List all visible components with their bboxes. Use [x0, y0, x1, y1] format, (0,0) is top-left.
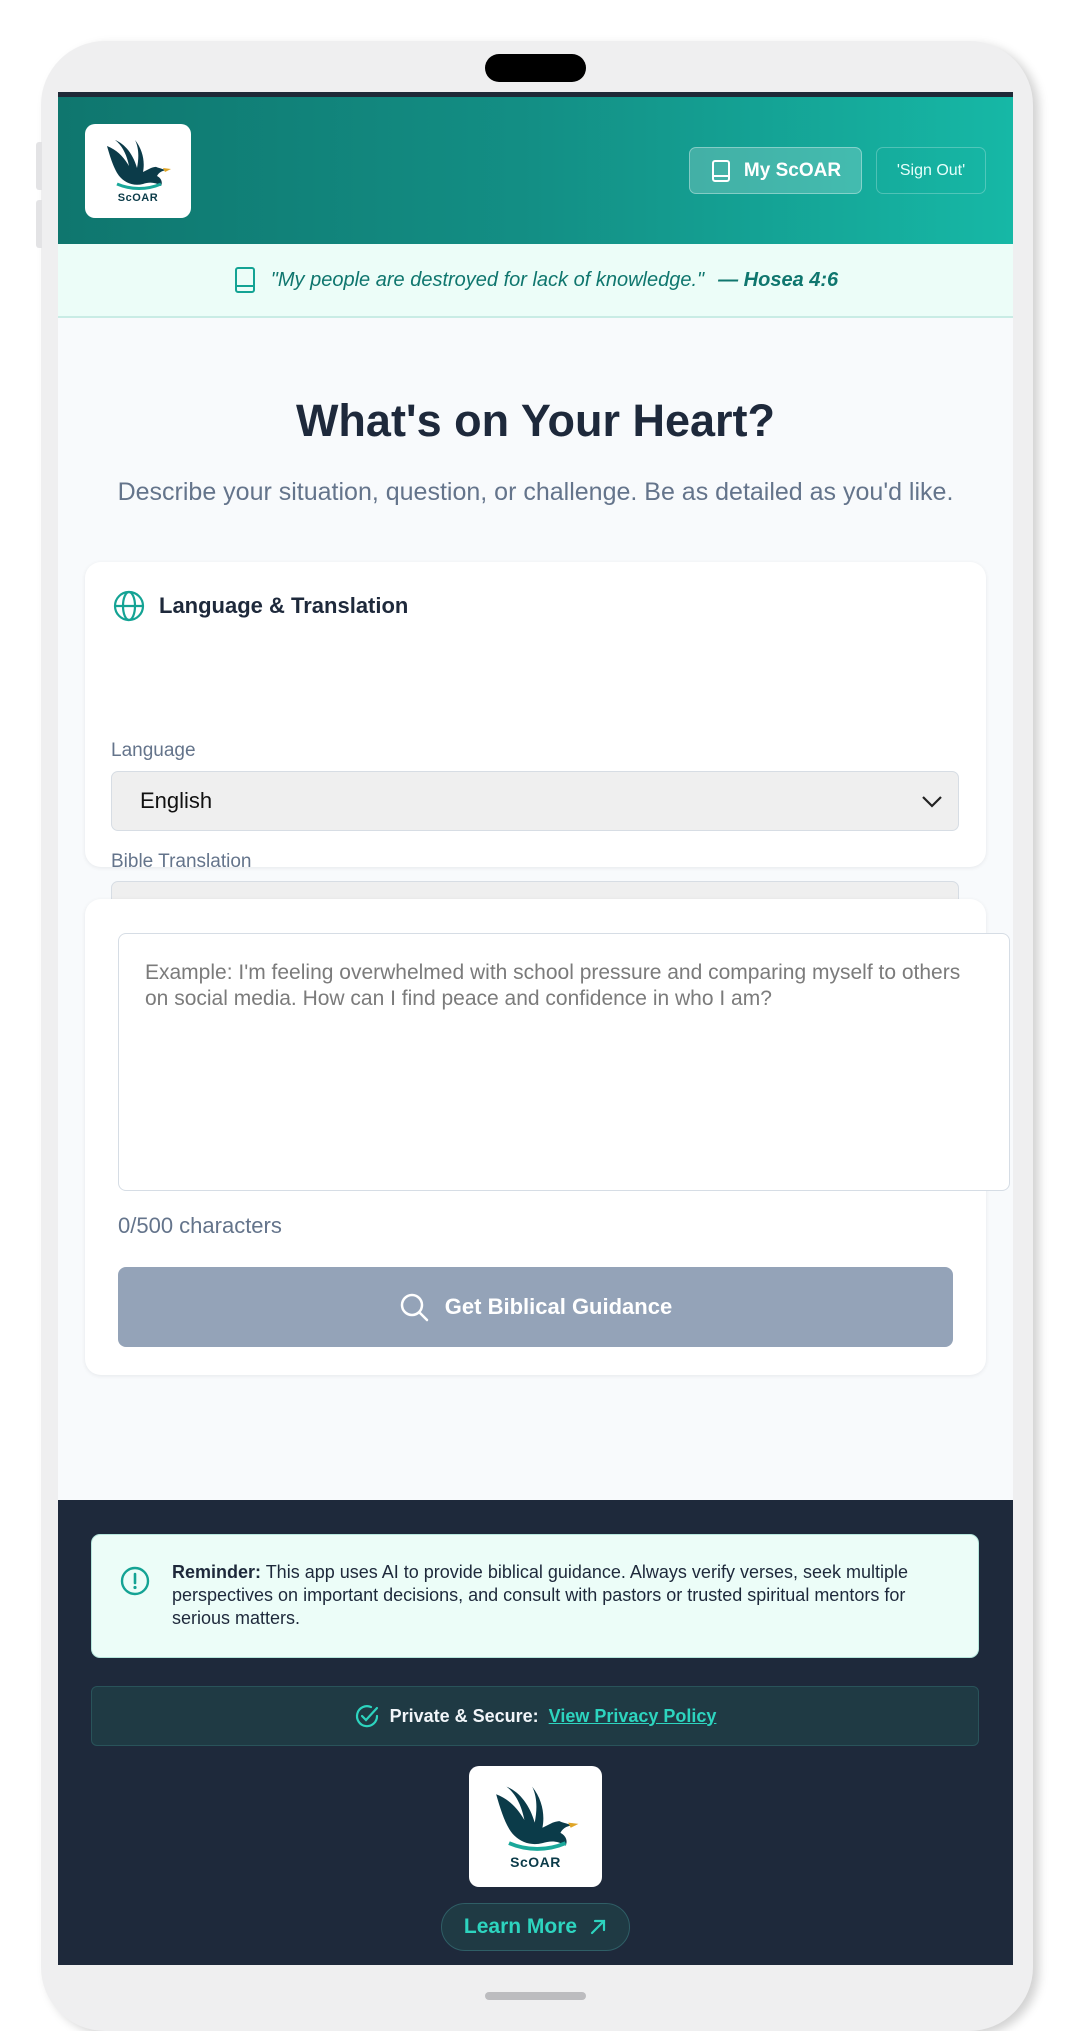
- book-icon: [710, 159, 732, 183]
- sign-out-button[interactable]: 'Sign Out': [876, 147, 986, 194]
- learn-more-button[interactable]: [441, 1903, 630, 1951]
- question-input[interactable]: [118, 933, 1010, 1191]
- reminder-body: This app uses AI to provide biblical guidance. Always verify verses, seek multiple perspectives on important decisions, and consult with pastors or trusted spiritual mentors for serious matters.: [172, 1562, 909, 1628]
- privacy-label: Private & Secure:: [389, 1705, 539, 1726]
- my-scoar-label: My ScOAR: [743, 159, 842, 181]
- privacy-notice: [91, 1686, 979, 1746]
- get-guidance-label: Get Biblical Guidance: [444, 1294, 673, 1319]
- app-screen: [58, 92, 1013, 1965]
- language-label: Language: [111, 740, 196, 761]
- language-card-title: Language & Translation: [159, 593, 409, 618]
- language-select[interactable]: [111, 771, 959, 831]
- page-title: What's on Your Heart?: [295, 395, 776, 446]
- header-logo-text: ScOAR: [117, 192, 159, 204]
- page-subtitle: Describe your situation, question, or challenge. Be as detailed as you'd like.: [117, 478, 954, 506]
- privacy-policy-link[interactable]: View Privacy Policy: [548, 1705, 717, 1726]
- eagle-logo-icon: [103, 138, 173, 194]
- device-notch: [485, 54, 586, 82]
- footer-logo: [469, 1766, 602, 1887]
- check-circle-icon: [354, 1703, 380, 1729]
- volume-down-button: [36, 200, 42, 248]
- reminder-text: [172, 1561, 942, 1630]
- app-header: [58, 97, 1013, 244]
- chevron-down-icon: [920, 790, 944, 812]
- eagle-logo-icon: [490, 1784, 582, 1856]
- header-logo[interactable]: [85, 124, 191, 218]
- get-guidance-button[interactable]: [118, 1267, 953, 1347]
- search-icon: [399, 1292, 429, 1322]
- ai-reminder-box: [91, 1534, 979, 1658]
- arrow-up-right-icon: [589, 1918, 607, 1936]
- language-card-header: [113, 590, 408, 622]
- character-count: 0/500 characters: [118, 1213, 282, 1238]
- language-select-value: English: [140, 788, 213, 813]
- alert-circle-icon: [119, 1565, 151, 1597]
- learn-more-label: Learn More: [463, 1915, 578, 1938]
- verse-text: "My people are destroyed for lack of knowledge.": [270, 268, 705, 291]
- verse-reference: — Hosea 4:6: [718, 268, 839, 291]
- globe-icon: [113, 590, 145, 622]
- reminder-label: Reminder:: [172, 1562, 262, 1582]
- home-indicator: [485, 1992, 586, 2000]
- app-footer: [58, 1500, 1013, 1965]
- translation-label: Bible Translation: [111, 851, 252, 872]
- volume-up-button: [36, 142, 42, 190]
- footer-logo-text: ScOAR: [510, 1853, 561, 1870]
- book-icon: [233, 266, 257, 294]
- my-scoar-button[interactable]: [689, 147, 862, 194]
- verse-banner: [58, 244, 1013, 318]
